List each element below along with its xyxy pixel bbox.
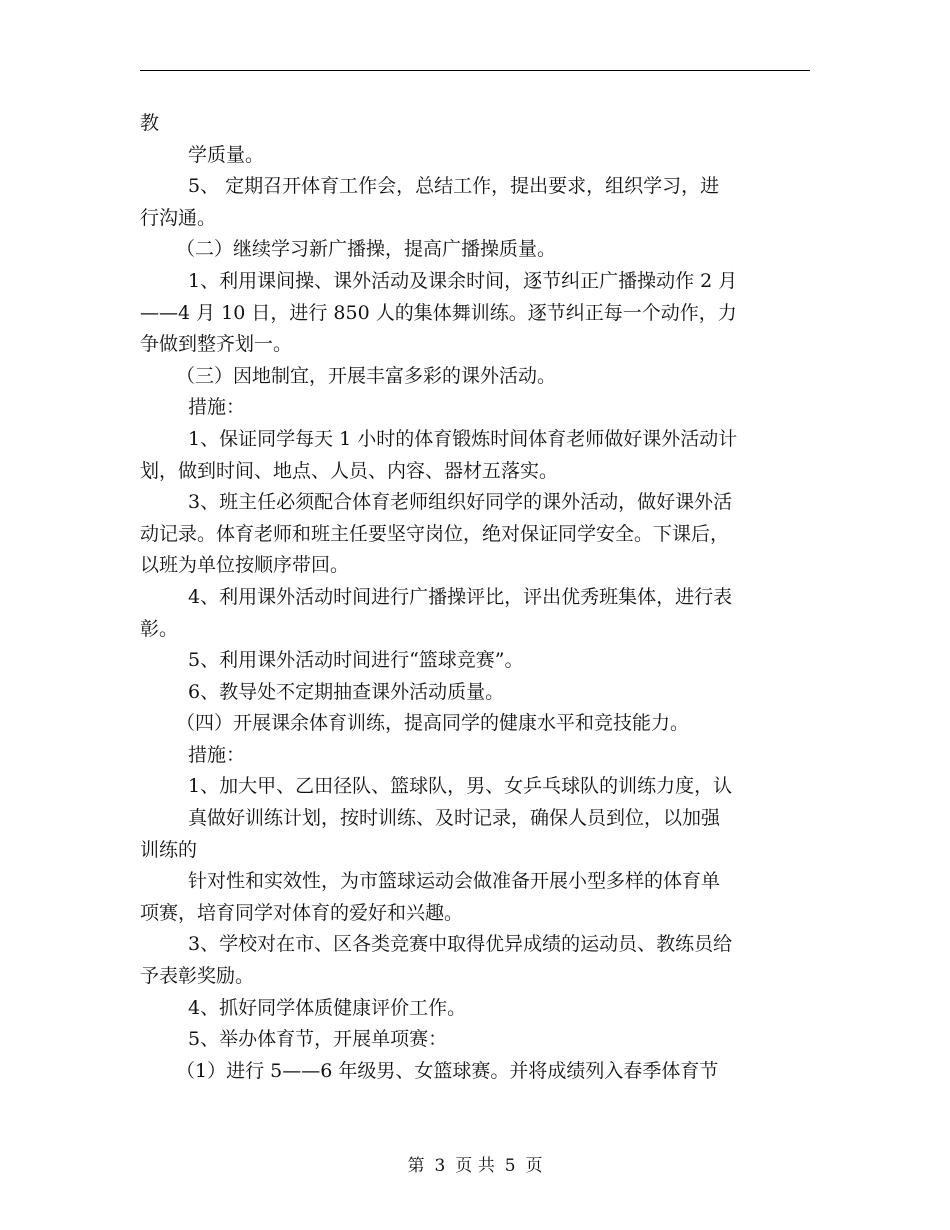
text-line: 彰。: [140, 617, 179, 640]
text-line: 真做好训练计划，按时训练、及时记录，确保人员到位，以加强: [188, 807, 721, 830]
text-line: 项赛，培育同学对体育的爱好和兴趣。: [140, 901, 464, 924]
text-line: 行沟通。: [140, 206, 217, 229]
text-line: （四）开展课余体育训练，提高同学的健康水平和竞技能力。: [176, 712, 690, 735]
text-line: 划，做到时间、地点、人员、内容、器材五落实。: [140, 459, 559, 482]
text-line: 予表彰奖励。: [140, 965, 255, 988]
text-line: 5、利用课外活动时间进行“篮球竞赛”。: [188, 649, 524, 672]
text-line: 教: [140, 112, 160, 134]
header-rule: [140, 70, 810, 71]
page-footer: [0, 1154, 950, 1178]
text-line: 5、 定期召开体育工作会，总结工作，提出要求，组织学习，进: [188, 175, 720, 198]
footer-current-page: 3: [434, 1156, 446, 1176]
text-line: 动记录。体育老师和班主任要坚守岗位，绝对保证同学安全。下课后，: [140, 522, 730, 545]
footer-total-pages: 5: [504, 1156, 516, 1176]
text-line: 3、学校对在市、区各类竞赛中取得优异成绩的运动员、教练员给: [188, 933, 733, 956]
text-line: 争做到整齐划一。: [140, 333, 293, 356]
text-line: 6、教导处不定期抽查课外活动质量。: [188, 680, 505, 703]
text-line: （1）进行 5——6 年级男、女篮球赛。并将成绩列入春季体育节: [176, 1059, 719, 1082]
text-line: 4、抓好同学体质健康评价工作。: [188, 996, 467, 1019]
text-line: （三）因地制宜，开展丰富多彩的课外活动。: [176, 364, 557, 387]
text-line: ——4 月 10 日，进行 850 人的集体舞训练。逐节纠正每一个动作，力: [140, 301, 737, 324]
text-line: 1、利用课间操、课外活动及课余时间，逐节纠正广播操动作 2 月: [188, 269, 738, 292]
footer-middle: 页 共: [455, 1156, 495, 1176]
text-line: 学质量。: [188, 143, 265, 166]
text-line: （二）继续学习新广播操，提高广播操质量。: [176, 238, 557, 261]
footer-suffix: 页: [525, 1156, 543, 1176]
text-line: 4、利用课外活动时间进行广播操评比，评出优秀班集体，进行表: [188, 585, 733, 608]
text-line: 5、举办体育节，开展单项赛：: [188, 1028, 448, 1051]
text-line: 训练的: [140, 838, 198, 861]
text-line: 措施：: [188, 743, 246, 766]
text-line: 1、保证同学每天 1 小时的体育锻炼时间体育老师做好课外活动计: [188, 427, 738, 450]
text-line: 以班为单位按顺序带回。: [140, 554, 350, 577]
text-line: 措施：: [188, 396, 246, 419]
text-line: 3、班主任必须配合体育老师组织好同学的课外活动，做好课外活: [188, 491, 733, 514]
text-line: 针对性和实效性，为市篮球运动会做准备开展小型多样的体育单: [188, 870, 721, 893]
text-line: 1、加大甲、乙田径队、篮球队，男、女乒乓球队的训练力度，认: [188, 775, 733, 798]
document-body: [140, 108, 810, 1087]
footer-prefix: 第: [407, 1156, 425, 1176]
